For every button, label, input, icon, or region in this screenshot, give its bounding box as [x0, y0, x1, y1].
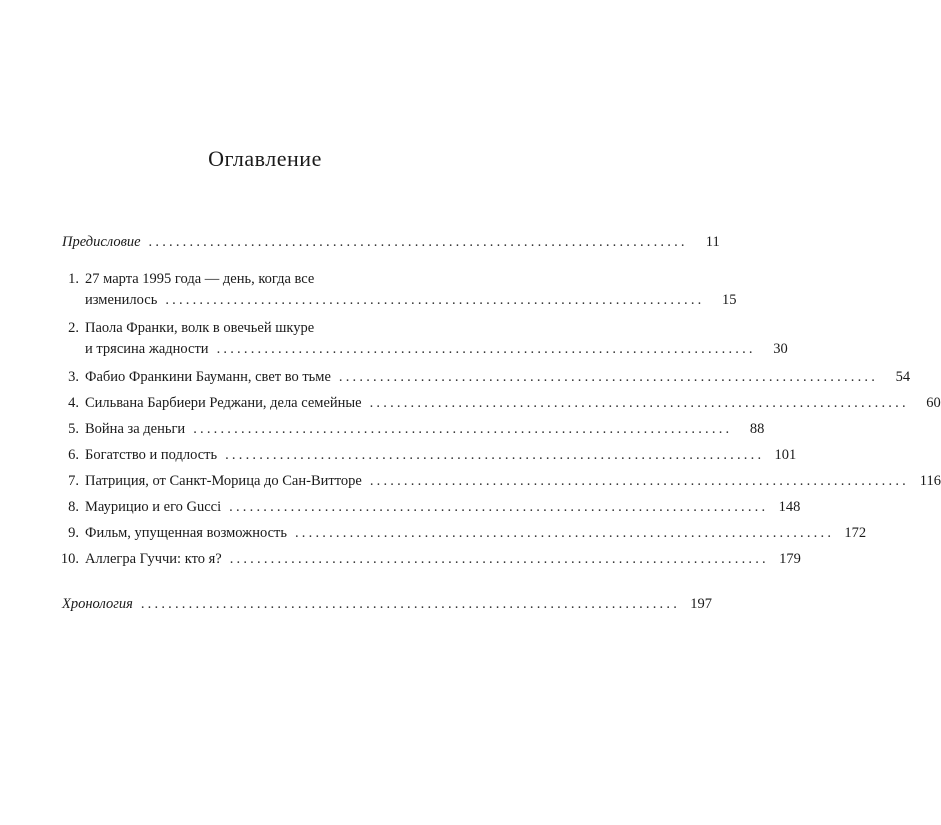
- toc-page-number: 179: [779, 551, 801, 567]
- toc-page-number: 116: [919, 473, 941, 489]
- chapter-number: 1.: [68, 271, 79, 287]
- chapter-title: Маурицио и его Gucci: [85, 499, 222, 515]
- chapter-title: Фильм, упущенная возможность: [85, 525, 287, 541]
- toc-entry-chapter-3[interactable]: [62, 367, 911, 388]
- dot-leader: ...............................................................................: [294, 525, 835, 541]
- toc-page-number: 101: [774, 447, 797, 463]
- toc-entry-chronology[interactable]: [62, 594, 713, 615]
- chapter-number: 8.: [68, 499, 79, 515]
- chapter-title: Сильвана Барбиери Реджани, дела семейные: [85, 395, 362, 411]
- dot-leader: ...............................................................................: [229, 551, 769, 567]
- chapter-title-line1: 27 марта 1995 года — день, когда все: [85, 271, 315, 287]
- chapter-title-line2: и трясина жадности: [85, 341, 209, 357]
- dot-leader: ...............................................................................: [338, 369, 879, 385]
- chapter-title: Богатство и подлость: [85, 447, 218, 463]
- dot-leader: ...............................................................................: [369, 395, 909, 411]
- toc-entry-chapter-7[interactable]: [62, 471, 941, 492]
- toc-page-number: 197: [690, 596, 713, 612]
- chapter-title: Фабио Франкини Бауманн, свет во тьме: [85, 369, 331, 385]
- toc-page-number: 172: [844, 525, 867, 541]
- dot-leader: ...............................................................................: [225, 447, 765, 463]
- dot-leader: ...............................................................................: [140, 596, 681, 612]
- toc-page-number: 88: [749, 421, 765, 437]
- chapter-number: 7.: [68, 473, 79, 489]
- toc-entry-chapter-5[interactable]: [62, 419, 765, 440]
- toc-entry-label: Хронология: [62, 596, 133, 612]
- toc-page-number: 11: [705, 234, 720, 250]
- chapter-number: 6.: [68, 447, 79, 463]
- toc-entry-chapter-8[interactable]: [62, 497, 801, 518]
- toc-entry-chapter-1[interactable]: [62, 269, 737, 311]
- chapter-title-line2: изменилось: [85, 292, 158, 308]
- toc-page-number: 30: [773, 341, 788, 357]
- chapter-number: 4.: [68, 395, 79, 411]
- page-title: Оглавление: [208, 146, 322, 171]
- toc-entry-chapter-4[interactable]: [62, 393, 941, 414]
- toc-entry-label: Предисловие: [62, 234, 141, 250]
- dot-leader: ...............................................................................: [165, 292, 705, 308]
- toc-entry-preface[interactable]: [62, 232, 720, 253]
- toc-entry-chapter-2[interactable]: [62, 318, 788, 360]
- dot-leader: ...............................................................................: [193, 421, 733, 437]
- toc-page-number: 148: [778, 499, 801, 515]
- chapter-title: Аллегра Гуччи: кто я?: [85, 551, 222, 567]
- dot-leader: ...............................................................................: [216, 341, 756, 357]
- chapter-number: 2.: [68, 320, 79, 336]
- toc-entry-chapter-10[interactable]: [60, 549, 801, 570]
- chapter-title: Патриция, от Санкт-Морица до Сан-Витторе: [85, 473, 362, 489]
- dot-leader: ...............................................................................: [148, 234, 688, 250]
- toc-entry-chapter-9[interactable]: [62, 523, 867, 544]
- toc-page-number: 15: [722, 292, 737, 308]
- toc-page-number: 54: [895, 369, 911, 385]
- toc-page-number: 60: [926, 395, 941, 411]
- chapter-number: 3.: [68, 369, 79, 385]
- dot-leader: ...............................................................................: [369, 473, 909, 489]
- chapter-number: 5.: [68, 421, 79, 437]
- toc-entry-chapter-6[interactable]: [62, 445, 797, 466]
- chapter-title: Война за деньги: [85, 421, 186, 437]
- chapter-title-line1: Паола Франки, волк в овечьей шкуре: [85, 320, 315, 336]
- chapter-number: 9.: [68, 525, 79, 541]
- chapter-number: 10.: [60, 551, 79, 567]
- dot-leader: ...............................................................................: [229, 499, 769, 515]
